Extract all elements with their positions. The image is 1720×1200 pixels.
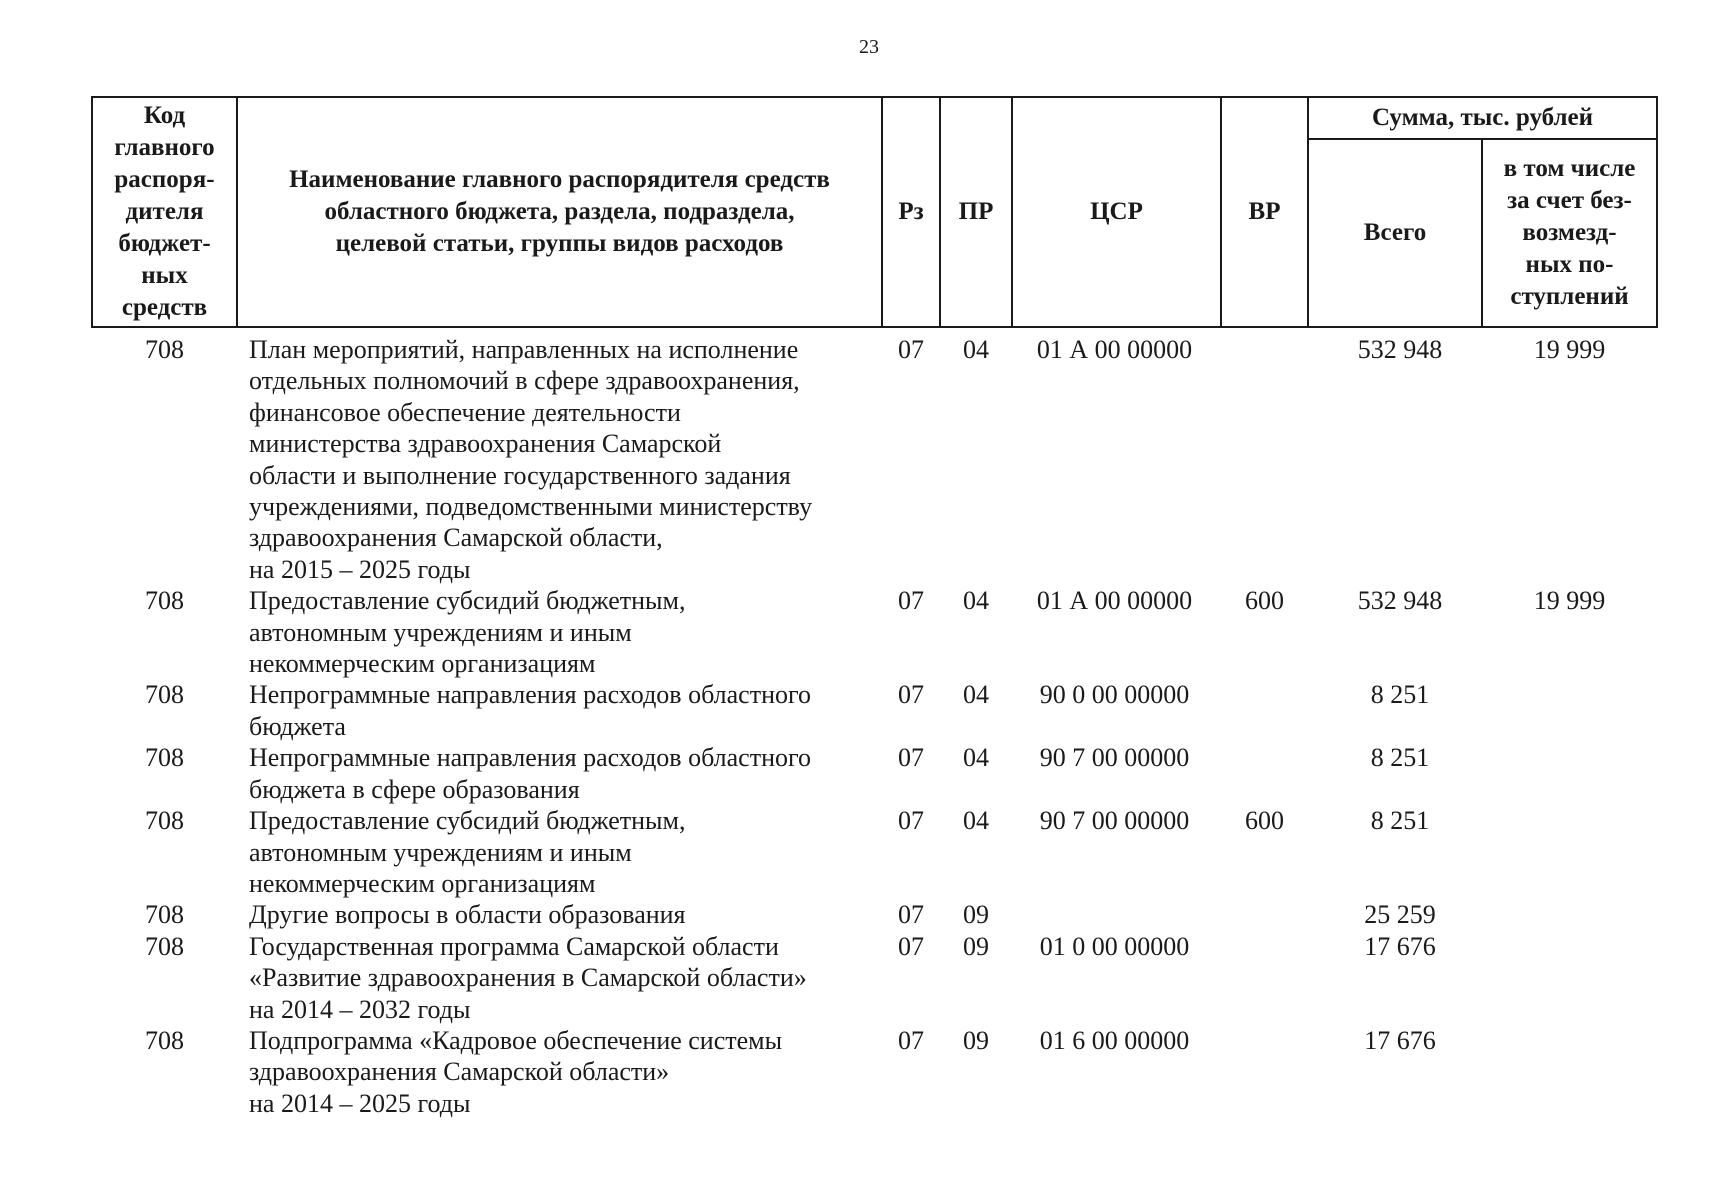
- cell-pr: 09: [963, 1025, 989, 1055]
- cell-csr: 01 А 00 00000: [1036, 335, 1193, 364]
- header-code-line: бюджет-: [118, 230, 211, 257]
- cell-csr: 01 0 00 00000: [1039, 931, 1190, 961]
- header-incl: [1482, 139, 1657, 327]
- cell-name-line: Предоставление субсидий бюджетным,: [249, 806, 686, 836]
- cell-csr: 01 А 00 00000: [1036, 586, 1193, 616]
- cell-name-line: «Развитие здравоохранения в Самарской области»: [249, 963, 807, 993]
- cell-name-line: автономным учреждениям и иным: [249, 617, 632, 647]
- header-code-line: дителя: [125, 198, 204, 225]
- cell-incl: [1482, 742, 1657, 805]
- cell-rz: 07: [898, 586, 924, 616]
- cell-rz: 07: [898, 931, 924, 961]
- cell-total: 25 259: [1364, 900, 1436, 930]
- table-row: [92, 585, 1657, 679]
- cell-total: 8 251: [1370, 680, 1430, 710]
- header-code-line: Код: [143, 102, 186, 129]
- cell-pr: 04: [963, 806, 989, 836]
- cell-name: [237, 327, 882, 585]
- budget-table: [91, 96, 1658, 1119]
- cell-name-line: министерства здравоохранения Самарской: [249, 429, 722, 459]
- cell-rz: 07: [898, 1025, 924, 1055]
- cell-code: 708: [145, 806, 184, 836]
- cell-name-line: Подпрограмма «Кадровое обеспечение системы: [249, 1025, 783, 1055]
- cell-vr: 600: [1245, 586, 1284, 616]
- table-row: [92, 1025, 1657, 1119]
- header-rz: Рз: [882, 97, 940, 327]
- table-body: [92, 327, 1657, 1119]
- cell-name-line: на 2014 – 2032 годы: [249, 994, 471, 1024]
- cell-code: 708: [145, 743, 184, 773]
- cell-pr: 04: [963, 586, 989, 616]
- cell-vr: [1221, 327, 1308, 585]
- cell-name-line: Государственная программа Самарской области: [249, 931, 779, 961]
- header-incl-line: ных по-: [1525, 251, 1614, 278]
- header-incl-line: в том числе: [1503, 155, 1636, 182]
- cell-csr: 90 0 00 00000: [1039, 680, 1190, 710]
- cell-pr: 04: [963, 743, 989, 773]
- cell-csr: 90 7 00 00000: [1039, 806, 1190, 836]
- cell-name-line: здравоохранения Самарской области,: [249, 523, 663, 553]
- cell-total: 532 948: [1357, 586, 1443, 616]
- cell-name-line: области и выполнение государственного задания: [249, 460, 791, 490]
- table-row: [92, 327, 1657, 585]
- cell-incl: [1482, 899, 1657, 930]
- cell-pr: 09: [963, 931, 989, 961]
- table-row: [92, 679, 1657, 742]
- cell-code: 708: [145, 931, 184, 961]
- cell-incl: [1482, 931, 1657, 1025]
- cell-vr: [1221, 679, 1308, 742]
- cell-csr: [1012, 899, 1221, 930]
- cell-incl: 19 999: [1533, 335, 1606, 364]
- header-name: [237, 97, 882, 327]
- cell-vr: [1221, 742, 1308, 805]
- cell-rz: 07: [898, 900, 924, 930]
- cell-csr: 01 6 00 00000: [1039, 1025, 1190, 1055]
- cell-rz: 07: [898, 335, 924, 364]
- cell-incl: 19 999: [1533, 586, 1606, 616]
- cell-name-line: Непрограммные направления расходов областного: [249, 680, 811, 710]
- cell-name: [237, 1025, 882, 1119]
- cell-name: [237, 805, 882, 899]
- page-number: 23: [859, 36, 879, 58]
- cell-vr: [1221, 1025, 1308, 1119]
- cell-total: 17 676: [1364, 931, 1436, 961]
- cell-incl: [1482, 1025, 1657, 1119]
- header-sum-group: Сумма, тыс. рублей: [1308, 97, 1657, 139]
- cell-vr: [1221, 899, 1308, 930]
- cell-total: 532 948: [1357, 335, 1443, 364]
- table-row: [92, 742, 1657, 805]
- cell-incl: [1482, 805, 1657, 899]
- cell-name: [237, 742, 882, 805]
- cell-rz: 07: [898, 806, 924, 836]
- cell-name-line: на 2014 – 2025 годы: [249, 1088, 471, 1118]
- cell-name-line: здравоохранения Самарской области»: [249, 1057, 670, 1087]
- cell-name-line: Другие вопросы в области образования: [249, 900, 686, 930]
- cell-vr: 600: [1245, 806, 1284, 836]
- table-row: [92, 805, 1657, 899]
- cell-name-line: бюджета в сфере образования: [249, 774, 580, 804]
- cell-total: 8 251: [1370, 806, 1430, 836]
- cell-code: 708: [145, 335, 184, 364]
- header-code-line: средств: [121, 294, 208, 321]
- header-incl-line: за счет без-: [1507, 187, 1632, 214]
- cell-name: [237, 679, 882, 742]
- header-code-line: ных: [141, 262, 188, 289]
- header-code-line: распоря-: [114, 166, 215, 193]
- cell-name-line: некоммерческим организациям: [249, 649, 596, 679]
- cell-name: [237, 931, 882, 1025]
- cell-code: 708: [145, 680, 184, 710]
- cell-rz: 07: [898, 680, 924, 710]
- cell-name-line: План мероприятий, направленных на исполнение: [249, 335, 799, 364]
- cell-name-line: бюджета: [249, 711, 346, 741]
- cell-name: [237, 585, 882, 679]
- cell-total: 17 676: [1364, 1025, 1436, 1055]
- cell-name-line: некоммерческим организациям: [249, 868, 596, 898]
- cell-name-line: отдельных полномочий в сфере здравоохранения,: [249, 366, 800, 396]
- cell-pr: 09: [963, 900, 989, 930]
- cell-name-line: автономным учреждениям и иным: [249, 837, 632, 867]
- header-total: Всего: [1308, 139, 1482, 327]
- cell-code: 708: [145, 1025, 184, 1055]
- header-pr: ПР: [940, 97, 1012, 327]
- cell-vr: [1221, 931, 1308, 1025]
- cell-name-line: учреждениями, подведомственными министерству: [249, 492, 813, 522]
- table-header: [92, 97, 1657, 327]
- header-name-line: целевой статьи, группы видов расходов: [335, 230, 784, 257]
- cell-pr: 04: [963, 680, 989, 710]
- cell-pr: 04: [963, 335, 989, 364]
- header-code: [92, 97, 237, 327]
- table-row: [92, 899, 1657, 930]
- cell-name-line: на 2015 – 2025 годы: [249, 554, 471, 584]
- cell-name-line: финансовое обеспечение деятельности: [249, 397, 681, 427]
- cell-name: [237, 899, 882, 930]
- cell-name-line: Предоставление субсидий бюджетным,: [249, 586, 686, 616]
- header-name-line: Наименование главного распорядителя средств: [289, 166, 830, 193]
- cell-incl: [1482, 679, 1657, 742]
- header-code-line: главного: [114, 134, 215, 161]
- header-csr: ЦСР: [1012, 97, 1221, 327]
- cell-rz: 07: [898, 743, 924, 773]
- cell-name-line: Непрограммные направления расходов областного: [249, 743, 811, 773]
- header-name-line: областного бюджета, раздела, подраздела,: [324, 198, 795, 225]
- cell-code: 708: [145, 900, 184, 930]
- cell-code: 708: [145, 586, 184, 616]
- header-incl-line: ступлений: [1510, 283, 1629, 310]
- table-row: [92, 931, 1657, 1025]
- cell-csr: 90 7 00 00000: [1039, 743, 1190, 773]
- header-vr: ВР: [1221, 97, 1308, 327]
- cell-total: 8 251: [1370, 743, 1430, 773]
- header-incl-line: возмезд-: [1522, 219, 1617, 246]
